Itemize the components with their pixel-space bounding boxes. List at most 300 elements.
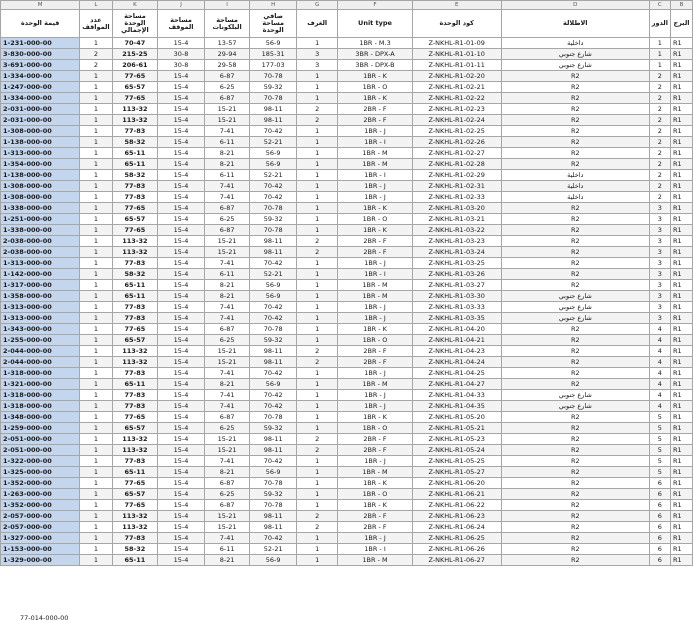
total-area-cell[interactable]: 77-65	[112, 478, 158, 489]
building-cell[interactable]: R1	[670, 357, 692, 368]
floor-cell[interactable]: 4	[649, 324, 670, 335]
total-area-cell[interactable]: 58-32	[112, 269, 158, 280]
unit-type-cell[interactable]: 1BR - O	[338, 214, 412, 225]
floor-cell[interactable]: 3	[649, 280, 670, 291]
parking-count-cell[interactable]: 1	[80, 247, 112, 258]
total-area-cell[interactable]: 65-11	[112, 467, 158, 478]
floor-cell[interactable]: 3	[649, 313, 670, 324]
parking-count-cell[interactable]: 1	[80, 412, 112, 423]
building-cell[interactable]: R1	[670, 346, 692, 357]
unit-type-cell[interactable]: 1BR - K	[338, 93, 412, 104]
building-cell[interactable]: R1	[670, 159, 692, 170]
floor-cell[interactable]: 4	[649, 346, 670, 357]
net-area-cell[interactable]: 70-78	[250, 93, 296, 104]
parking-area-cell[interactable]: 15-4	[158, 423, 205, 434]
net-area-cell[interactable]: 70-42	[250, 533, 296, 544]
floor-cell[interactable]: 5	[649, 467, 670, 478]
rooms-cell[interactable]: 2	[296, 357, 338, 368]
parking-count-cell[interactable]: 1	[80, 225, 112, 236]
parking-count-cell[interactable]: 1	[80, 192, 112, 203]
building-cell[interactable]: R1	[670, 500, 692, 511]
unit-type-cell[interactable]: 1BR - I	[338, 269, 412, 280]
parking-count-cell[interactable]: 1	[80, 511, 112, 522]
unit-price-cell[interactable]: 1-352-000-00	[1, 478, 80, 489]
floor-cell[interactable]: 2	[649, 71, 670, 82]
net-area-cell[interactable]: 56-9	[250, 159, 296, 170]
unit-code-cell[interactable]: Z-NKHL-R1-03-20	[412, 203, 501, 214]
view-cell[interactable]: R2	[501, 346, 649, 357]
rooms-cell[interactable]: 1	[296, 170, 338, 181]
unit-code-cell[interactable]: Z-NKHL-R1-05-27	[412, 467, 501, 478]
unit-type-cell[interactable]: 1BR - I	[338, 544, 412, 555]
floor-cell[interactable]: 2	[649, 93, 670, 104]
floor-cell[interactable]: 1	[649, 60, 670, 71]
floor-cell[interactable]: 4	[649, 390, 670, 401]
unit-type-cell[interactable]: 2BR - F	[338, 445, 412, 456]
building-cell[interactable]: R1	[670, 324, 692, 335]
rooms-cell[interactable]: 3	[296, 60, 338, 71]
floor-cell[interactable]: 3	[649, 291, 670, 302]
parking-count-cell[interactable]: 2	[80, 49, 112, 60]
floor-cell[interactable]: 3	[649, 269, 670, 280]
floor-cell[interactable]: 3	[649, 203, 670, 214]
parking-count-cell[interactable]: 1	[80, 126, 112, 137]
rooms-cell[interactable]: 1	[296, 148, 338, 159]
parking-count-cell[interactable]: 1	[80, 357, 112, 368]
rooms-cell[interactable]: 1	[296, 423, 338, 434]
view-cell[interactable]: R2	[501, 368, 649, 379]
view-cell[interactable]: R2	[501, 555, 649, 566]
parking-area-cell[interactable]: 15-4	[158, 390, 205, 401]
table-row[interactable]	[1, 291, 693, 302]
unit-type-cell[interactable]: 1BR - O	[338, 335, 412, 346]
building-cell[interactable]: R1	[670, 214, 692, 225]
rooms-cell[interactable]: 1	[296, 313, 338, 324]
parking-area-cell[interactable]: 15-4	[158, 522, 205, 533]
balcony-area-cell[interactable]: 6-87	[204, 500, 250, 511]
parking-area-cell[interactable]: 30-8	[158, 49, 205, 60]
unit-price-cell[interactable]: 1-138-000-00	[1, 170, 80, 181]
rooms-cell[interactable]: 2	[296, 104, 338, 115]
floor-cell[interactable]: 1	[649, 38, 670, 49]
parking-area-cell[interactable]: 15-4	[158, 335, 205, 346]
net-area-cell[interactable]: 70-42	[250, 181, 296, 192]
total-area-cell[interactable]: 65-57	[112, 214, 158, 225]
net-area-cell[interactable]: 177-03	[250, 60, 296, 71]
table-row[interactable]	[1, 159, 693, 170]
net-area-cell[interactable]: 98-11	[250, 236, 296, 247]
building-cell[interactable]: R1	[670, 247, 692, 258]
floor-cell[interactable]: 3	[649, 247, 670, 258]
unit-code-cell[interactable]: Z-NKHL-R1-02-21	[412, 82, 501, 93]
parking-count-cell[interactable]: 1	[80, 137, 112, 148]
balcony-area-cell[interactable]: 15-21	[204, 104, 250, 115]
rooms-cell[interactable]: 1	[296, 302, 338, 313]
table-row[interactable]	[1, 82, 693, 93]
table-row[interactable]	[1, 137, 693, 148]
floor-cell[interactable]: 4	[649, 401, 670, 412]
net-area-cell[interactable]: 70-78	[250, 500, 296, 511]
total-area-cell[interactable]: 206-61	[112, 60, 158, 71]
building-cell[interactable]: R1	[670, 60, 692, 71]
unit-price-cell[interactable]: 1-251-000-00	[1, 214, 80, 225]
view-cell[interactable]: شارع جنوبي	[501, 313, 649, 324]
unit-type-cell[interactable]: 1BR - J	[338, 456, 412, 467]
column-letter-h[interactable]: H	[250, 1, 296, 10]
unit-price-cell[interactable]: 2-051-000-00	[1, 434, 80, 445]
floor-cell[interactable]: 2	[649, 137, 670, 148]
unit-price-cell[interactable]: 1-138-000-00	[1, 137, 80, 148]
net-area-cell[interactable]: 59-32	[250, 214, 296, 225]
balcony-area-cell[interactable]: 7-41	[204, 313, 250, 324]
view-cell[interactable]: R2	[501, 478, 649, 489]
total-area-cell[interactable]: 58-32	[112, 544, 158, 555]
table-row[interactable]	[1, 236, 693, 247]
floor-cell[interactable]: 6	[649, 489, 670, 500]
rooms-cell[interactable]: 1	[296, 412, 338, 423]
table-row[interactable]	[1, 302, 693, 313]
unit-code-cell[interactable]: Z-NKHL-R1-02-28	[412, 159, 501, 170]
view-cell[interactable]: R2	[501, 511, 649, 522]
building-cell[interactable]: R1	[670, 269, 692, 280]
parking-count-cell[interactable]: 1	[80, 181, 112, 192]
unit-code-cell[interactable]: Z-NKHL-R1-05-21	[412, 423, 501, 434]
table-row[interactable]	[1, 148, 693, 159]
total-area-cell[interactable]: 77-83	[112, 126, 158, 137]
floor-cell[interactable]: 3	[649, 214, 670, 225]
net-area-cell[interactable]: 52-21	[250, 137, 296, 148]
building-cell[interactable]: R1	[670, 181, 692, 192]
view-cell[interactable]: R2	[501, 445, 649, 456]
total-area-cell[interactable]: 77-83	[112, 313, 158, 324]
unit-price-cell[interactable]: 1-334-000-00	[1, 71, 80, 82]
table-row[interactable]	[1, 192, 693, 203]
unit-code-cell[interactable]: Z-NKHL-R1-02-31	[412, 181, 501, 192]
net-area-cell[interactable]: 59-32	[250, 423, 296, 434]
floor-cell[interactable]: 2	[649, 82, 670, 93]
total-area-cell[interactable]: 215-25	[112, 49, 158, 60]
unit-price-cell[interactable]: 3-830-000-00	[1, 49, 80, 60]
parking-count-cell[interactable]: 1	[80, 302, 112, 313]
balcony-area-cell[interactable]: 6-25	[204, 335, 250, 346]
net-area-cell[interactable]: 98-11	[250, 115, 296, 126]
balcony-area-cell[interactable]: 8-21	[204, 379, 250, 390]
balcony-area-cell[interactable]: 7-41	[204, 368, 250, 379]
unit-code-cell[interactable]: Z-NKHL-R1-02-26	[412, 137, 501, 148]
balcony-area-cell[interactable]: 15-21	[204, 247, 250, 258]
total-area-cell[interactable]: 77-83	[112, 368, 158, 379]
parking-area-cell[interactable]: 15-4	[158, 489, 205, 500]
unit-price-cell[interactable]: 1-338-000-00	[1, 225, 80, 236]
unit-price-cell[interactable]: 1-313-000-00	[1, 258, 80, 269]
net-area-cell[interactable]: 70-42	[250, 390, 296, 401]
table-row[interactable]	[1, 390, 693, 401]
balcony-area-cell[interactable]: 15-21	[204, 115, 250, 126]
parking-area-cell[interactable]: 15-4	[158, 478, 205, 489]
unit-code-cell[interactable]: Z-NKHL-R1-06-27	[412, 555, 501, 566]
view-cell[interactable]: R2	[501, 203, 649, 214]
rooms-cell[interactable]: 1	[296, 291, 338, 302]
net-area-cell[interactable]: 70-42	[250, 126, 296, 137]
parking-count-cell[interactable]: 1	[80, 159, 112, 170]
view-cell[interactable]: R2	[501, 544, 649, 555]
unit-type-cell[interactable]: 2BR - F	[338, 104, 412, 115]
view-cell[interactable]: R2	[501, 335, 649, 346]
parking-area-cell[interactable]: 15-4	[158, 71, 205, 82]
building-cell[interactable]: R1	[670, 82, 692, 93]
unit-price-cell[interactable]: 1-321-000-00	[1, 379, 80, 390]
balcony-area-cell[interactable]: 15-21	[204, 346, 250, 357]
balcony-area-cell[interactable]: 8-21	[204, 555, 250, 566]
parking-area-cell[interactable]: 15-4	[158, 555, 205, 566]
unit-type-cell[interactable]: 2BR - F	[338, 357, 412, 368]
floor-cell[interactable]: 4	[649, 335, 670, 346]
unit-code-cell[interactable]: Z-NKHL-R1-03-23	[412, 236, 501, 247]
building-cell[interactable]: R1	[670, 533, 692, 544]
unit-price-cell[interactable]: 2-044-000-00	[1, 346, 80, 357]
balcony-area-cell[interactable]: 15-21	[204, 511, 250, 522]
floor-cell[interactable]: 3	[649, 236, 670, 247]
unit-code-cell[interactable]: Z-NKHL-R1-06-25	[412, 533, 501, 544]
rooms-cell[interactable]: 1	[296, 500, 338, 511]
total-area-cell[interactable]: 65-11	[112, 280, 158, 291]
view-cell[interactable]: شارع جنوبي	[501, 291, 649, 302]
net-area-cell[interactable]: 70-42	[250, 192, 296, 203]
rooms-cell[interactable]: 2	[296, 247, 338, 258]
table-row[interactable]	[1, 60, 693, 71]
unit-price-cell[interactable]: 1-358-000-00	[1, 291, 80, 302]
column-letter-d[interactable]: D	[501, 1, 649, 10]
parking-count-cell[interactable]: 1	[80, 324, 112, 335]
balcony-area-cell[interactable]: 6-87	[204, 93, 250, 104]
unit-type-cell[interactable]: 1BR - M	[338, 159, 412, 170]
floor-cell[interactable]: 5	[649, 423, 670, 434]
table-row[interactable]	[1, 269, 693, 280]
building-cell[interactable]: R1	[670, 137, 692, 148]
balcony-area-cell[interactable]: 15-21	[204, 434, 250, 445]
net-area-cell[interactable]: 59-32	[250, 335, 296, 346]
unit-code-cell[interactable]: Z-NKHL-R1-03-22	[412, 225, 501, 236]
unit-price-cell[interactable]: 1-259-000-00	[1, 423, 80, 434]
total-area-cell[interactable]: 113-32	[112, 346, 158, 357]
rooms-cell[interactable]: 1	[296, 390, 338, 401]
total-area-cell[interactable]: 113-32	[112, 445, 158, 456]
unit-code-cell[interactable]: Z-NKHL-R1-06-24	[412, 522, 501, 533]
total-area-cell[interactable]: 113-32	[112, 236, 158, 247]
rooms-cell[interactable]: 2	[296, 115, 338, 126]
total-area-cell[interactable]: 77-65	[112, 500, 158, 511]
view-cell[interactable]: R2	[501, 236, 649, 247]
balcony-area-cell[interactable]: 6-11	[204, 544, 250, 555]
unit-code-cell[interactable]: Z-NKHL-R1-03-33	[412, 302, 501, 313]
parking-area-cell[interactable]: 15-4	[158, 181, 205, 192]
total-area-cell[interactable]: 113-32	[112, 104, 158, 115]
balcony-area-cell[interactable]: 6-25	[204, 214, 250, 225]
parking-area-cell[interactable]: 15-4	[158, 291, 205, 302]
total-area-cell[interactable]: 65-11	[112, 159, 158, 170]
table-row[interactable]	[1, 500, 693, 511]
unit-type-cell[interactable]: 1BR - M.3	[338, 38, 412, 49]
unit-type-cell[interactable]: 1BR - I	[338, 170, 412, 181]
rooms-cell[interactable]: 2	[296, 434, 338, 445]
table-row[interactable]	[1, 214, 693, 225]
building-cell[interactable]: R1	[670, 467, 692, 478]
view-cell[interactable]: R2	[501, 104, 649, 115]
net-area-cell[interactable]: 98-11	[250, 511, 296, 522]
net-area-cell[interactable]: 98-11	[250, 357, 296, 368]
balcony-area-cell[interactable]: 7-41	[204, 533, 250, 544]
rooms-cell[interactable]: 1	[296, 368, 338, 379]
unit-type-cell[interactable]: 1BR - J	[338, 401, 412, 412]
unit-type-cell[interactable]: 2BR - F	[338, 522, 412, 533]
total-area-cell[interactable]: 113-32	[112, 522, 158, 533]
rooms-cell[interactable]: 1	[296, 159, 338, 170]
unit-code-cell[interactable]: Z-NKHL-R1-06-23	[412, 511, 501, 522]
table-row[interactable]	[1, 280, 693, 291]
building-cell[interactable]: R1	[670, 434, 692, 445]
parking-area-cell[interactable]: 15-4	[158, 467, 205, 478]
building-cell[interactable]: R1	[670, 555, 692, 566]
total-area-cell[interactable]: 77-83	[112, 401, 158, 412]
parking-area-cell[interactable]: 15-4	[158, 258, 205, 269]
total-area-cell[interactable]: 65-57	[112, 335, 158, 346]
unit-price-cell[interactable]: 1-317-000-00	[1, 280, 80, 291]
floor-cell[interactable]: 2	[649, 181, 670, 192]
column-letter-b[interactable]: B	[670, 1, 692, 10]
view-cell[interactable]: R2	[501, 489, 649, 500]
unit-price-cell[interactable]: 2-051-000-00	[1, 445, 80, 456]
net-area-cell[interactable]: 56-9	[250, 379, 296, 390]
view-cell[interactable]: R2	[501, 379, 649, 390]
net-area-cell[interactable]: 70-78	[250, 225, 296, 236]
table-row[interactable]	[1, 313, 693, 324]
rooms-cell[interactable]: 2	[296, 236, 338, 247]
view-cell[interactable]: شارع جنوبي	[501, 60, 649, 71]
floor-cell[interactable]: 6	[649, 555, 670, 566]
balcony-area-cell[interactable]: 8-21	[204, 159, 250, 170]
building-cell[interactable]: R1	[670, 302, 692, 313]
total-area-cell[interactable]: 113-32	[112, 247, 158, 258]
total-area-cell[interactable]: 77-83	[112, 390, 158, 401]
rooms-cell[interactable]: 3	[296, 49, 338, 60]
view-cell[interactable]: R2	[501, 357, 649, 368]
rooms-cell[interactable]: 2	[296, 511, 338, 522]
unit-type-cell[interactable]: 1BR - J	[338, 181, 412, 192]
unit-type-cell[interactable]: 1BR - K	[338, 71, 412, 82]
parking-area-cell[interactable]: 15-4	[158, 38, 205, 49]
table-row[interactable]	[1, 445, 693, 456]
parking-area-cell[interactable]: 15-4	[158, 324, 205, 335]
table-row[interactable]	[1, 522, 693, 533]
unit-price-cell[interactable]: 1-334-000-00	[1, 93, 80, 104]
view-cell[interactable]: R2	[501, 137, 649, 148]
view-cell[interactable]: R2	[501, 115, 649, 126]
total-area-cell[interactable]: 65-11	[112, 291, 158, 302]
building-cell[interactable]: R1	[670, 203, 692, 214]
unit-type-cell[interactable]: 1BR - K	[338, 500, 412, 511]
building-cell[interactable]: R1	[670, 412, 692, 423]
unit-type-cell[interactable]: 1BR - I	[338, 137, 412, 148]
parking-count-cell[interactable]: 1	[80, 313, 112, 324]
building-cell[interactable]: R1	[670, 368, 692, 379]
table-row[interactable]	[1, 379, 693, 390]
unit-code-cell[interactable]: Z-NKHL-R1-04-23	[412, 346, 501, 357]
total-area-cell[interactable]: 70-47	[112, 38, 158, 49]
unit-price-cell[interactable]: 1-255-000-00	[1, 335, 80, 346]
unit-price-cell[interactable]: 1-247-000-00	[1, 82, 80, 93]
view-cell[interactable]: R2	[501, 467, 649, 478]
unit-type-cell[interactable]: 1BR - K	[338, 478, 412, 489]
table-row[interactable]	[1, 181, 693, 192]
floor-cell[interactable]: 1	[649, 49, 670, 60]
unit-code-cell[interactable]: Z-NKHL-R1-04-25	[412, 368, 501, 379]
unit-code-cell[interactable]: Z-NKHL-R1-03-26	[412, 269, 501, 280]
parking-area-cell[interactable]: 15-4	[158, 93, 205, 104]
net-area-cell[interactable]: 56-9	[250, 555, 296, 566]
balcony-area-cell[interactable]: 6-11	[204, 170, 250, 181]
unit-type-cell[interactable]: 1BR - K	[338, 324, 412, 335]
building-cell[interactable]: R1	[670, 148, 692, 159]
rooms-cell[interactable]: 1	[296, 181, 338, 192]
table-row[interactable]	[1, 170, 693, 181]
unit-price-cell[interactable]: 2-038-000-00	[1, 247, 80, 258]
net-area-cell[interactable]: 59-32	[250, 489, 296, 500]
rooms-cell[interactable]: 1	[296, 192, 338, 203]
parking-area-cell[interactable]: 15-4	[158, 280, 205, 291]
floor-cell[interactable]: 3	[649, 225, 670, 236]
view-cell[interactable]: R2	[501, 280, 649, 291]
rooms-cell[interactable]: 1	[296, 280, 338, 291]
rooms-cell[interactable]: 1	[296, 38, 338, 49]
unit-type-cell[interactable]: 3BR - DPX-B	[338, 60, 412, 71]
unit-type-cell[interactable]: 1BR - K	[338, 412, 412, 423]
net-area-cell[interactable]: 98-11	[250, 346, 296, 357]
net-area-cell[interactable]: 98-11	[250, 445, 296, 456]
view-cell[interactable]: R2	[501, 456, 649, 467]
rooms-cell[interactable]: 1	[296, 82, 338, 93]
net-area-cell[interactable]: 70-78	[250, 324, 296, 335]
net-area-cell[interactable]: 59-32	[250, 82, 296, 93]
unit-type-cell[interactable]: 1BR - M	[338, 555, 412, 566]
building-cell[interactable]: R1	[670, 38, 692, 49]
rooms-cell[interactable]: 1	[296, 137, 338, 148]
unit-price-cell[interactable]: 1-343-000-00	[1, 324, 80, 335]
parking-count-cell[interactable]: 1	[80, 335, 112, 346]
unit-type-cell[interactable]: 1BR - M	[338, 467, 412, 478]
unit-code-cell[interactable]: Z-NKHL-R1-05-23	[412, 434, 501, 445]
parking-area-cell[interactable]: 15-4	[158, 544, 205, 555]
table-row[interactable]	[1, 115, 693, 126]
table-row[interactable]	[1, 478, 693, 489]
column-letter-e[interactable]: E	[412, 1, 501, 10]
parking-area-cell[interactable]: 15-4	[158, 225, 205, 236]
table-row[interactable]	[1, 467, 693, 478]
unit-type-cell[interactable]: 1BR - J	[338, 390, 412, 401]
parking-count-cell[interactable]: 1	[80, 258, 112, 269]
floor-cell[interactable]: 2	[649, 126, 670, 137]
parking-count-cell[interactable]: 1	[80, 555, 112, 566]
building-cell[interactable]: R1	[670, 280, 692, 291]
building-cell[interactable]: R1	[670, 544, 692, 555]
building-cell[interactable]: R1	[670, 115, 692, 126]
parking-area-cell[interactable]: 15-4	[158, 126, 205, 137]
building-cell[interactable]: R1	[670, 313, 692, 324]
rooms-cell[interactable]: 1	[296, 214, 338, 225]
balcony-area-cell[interactable]: 7-41	[204, 401, 250, 412]
view-cell[interactable]: داخلية	[501, 38, 649, 49]
table-row[interactable]	[1, 533, 693, 544]
total-area-cell[interactable]: 113-32	[112, 434, 158, 445]
